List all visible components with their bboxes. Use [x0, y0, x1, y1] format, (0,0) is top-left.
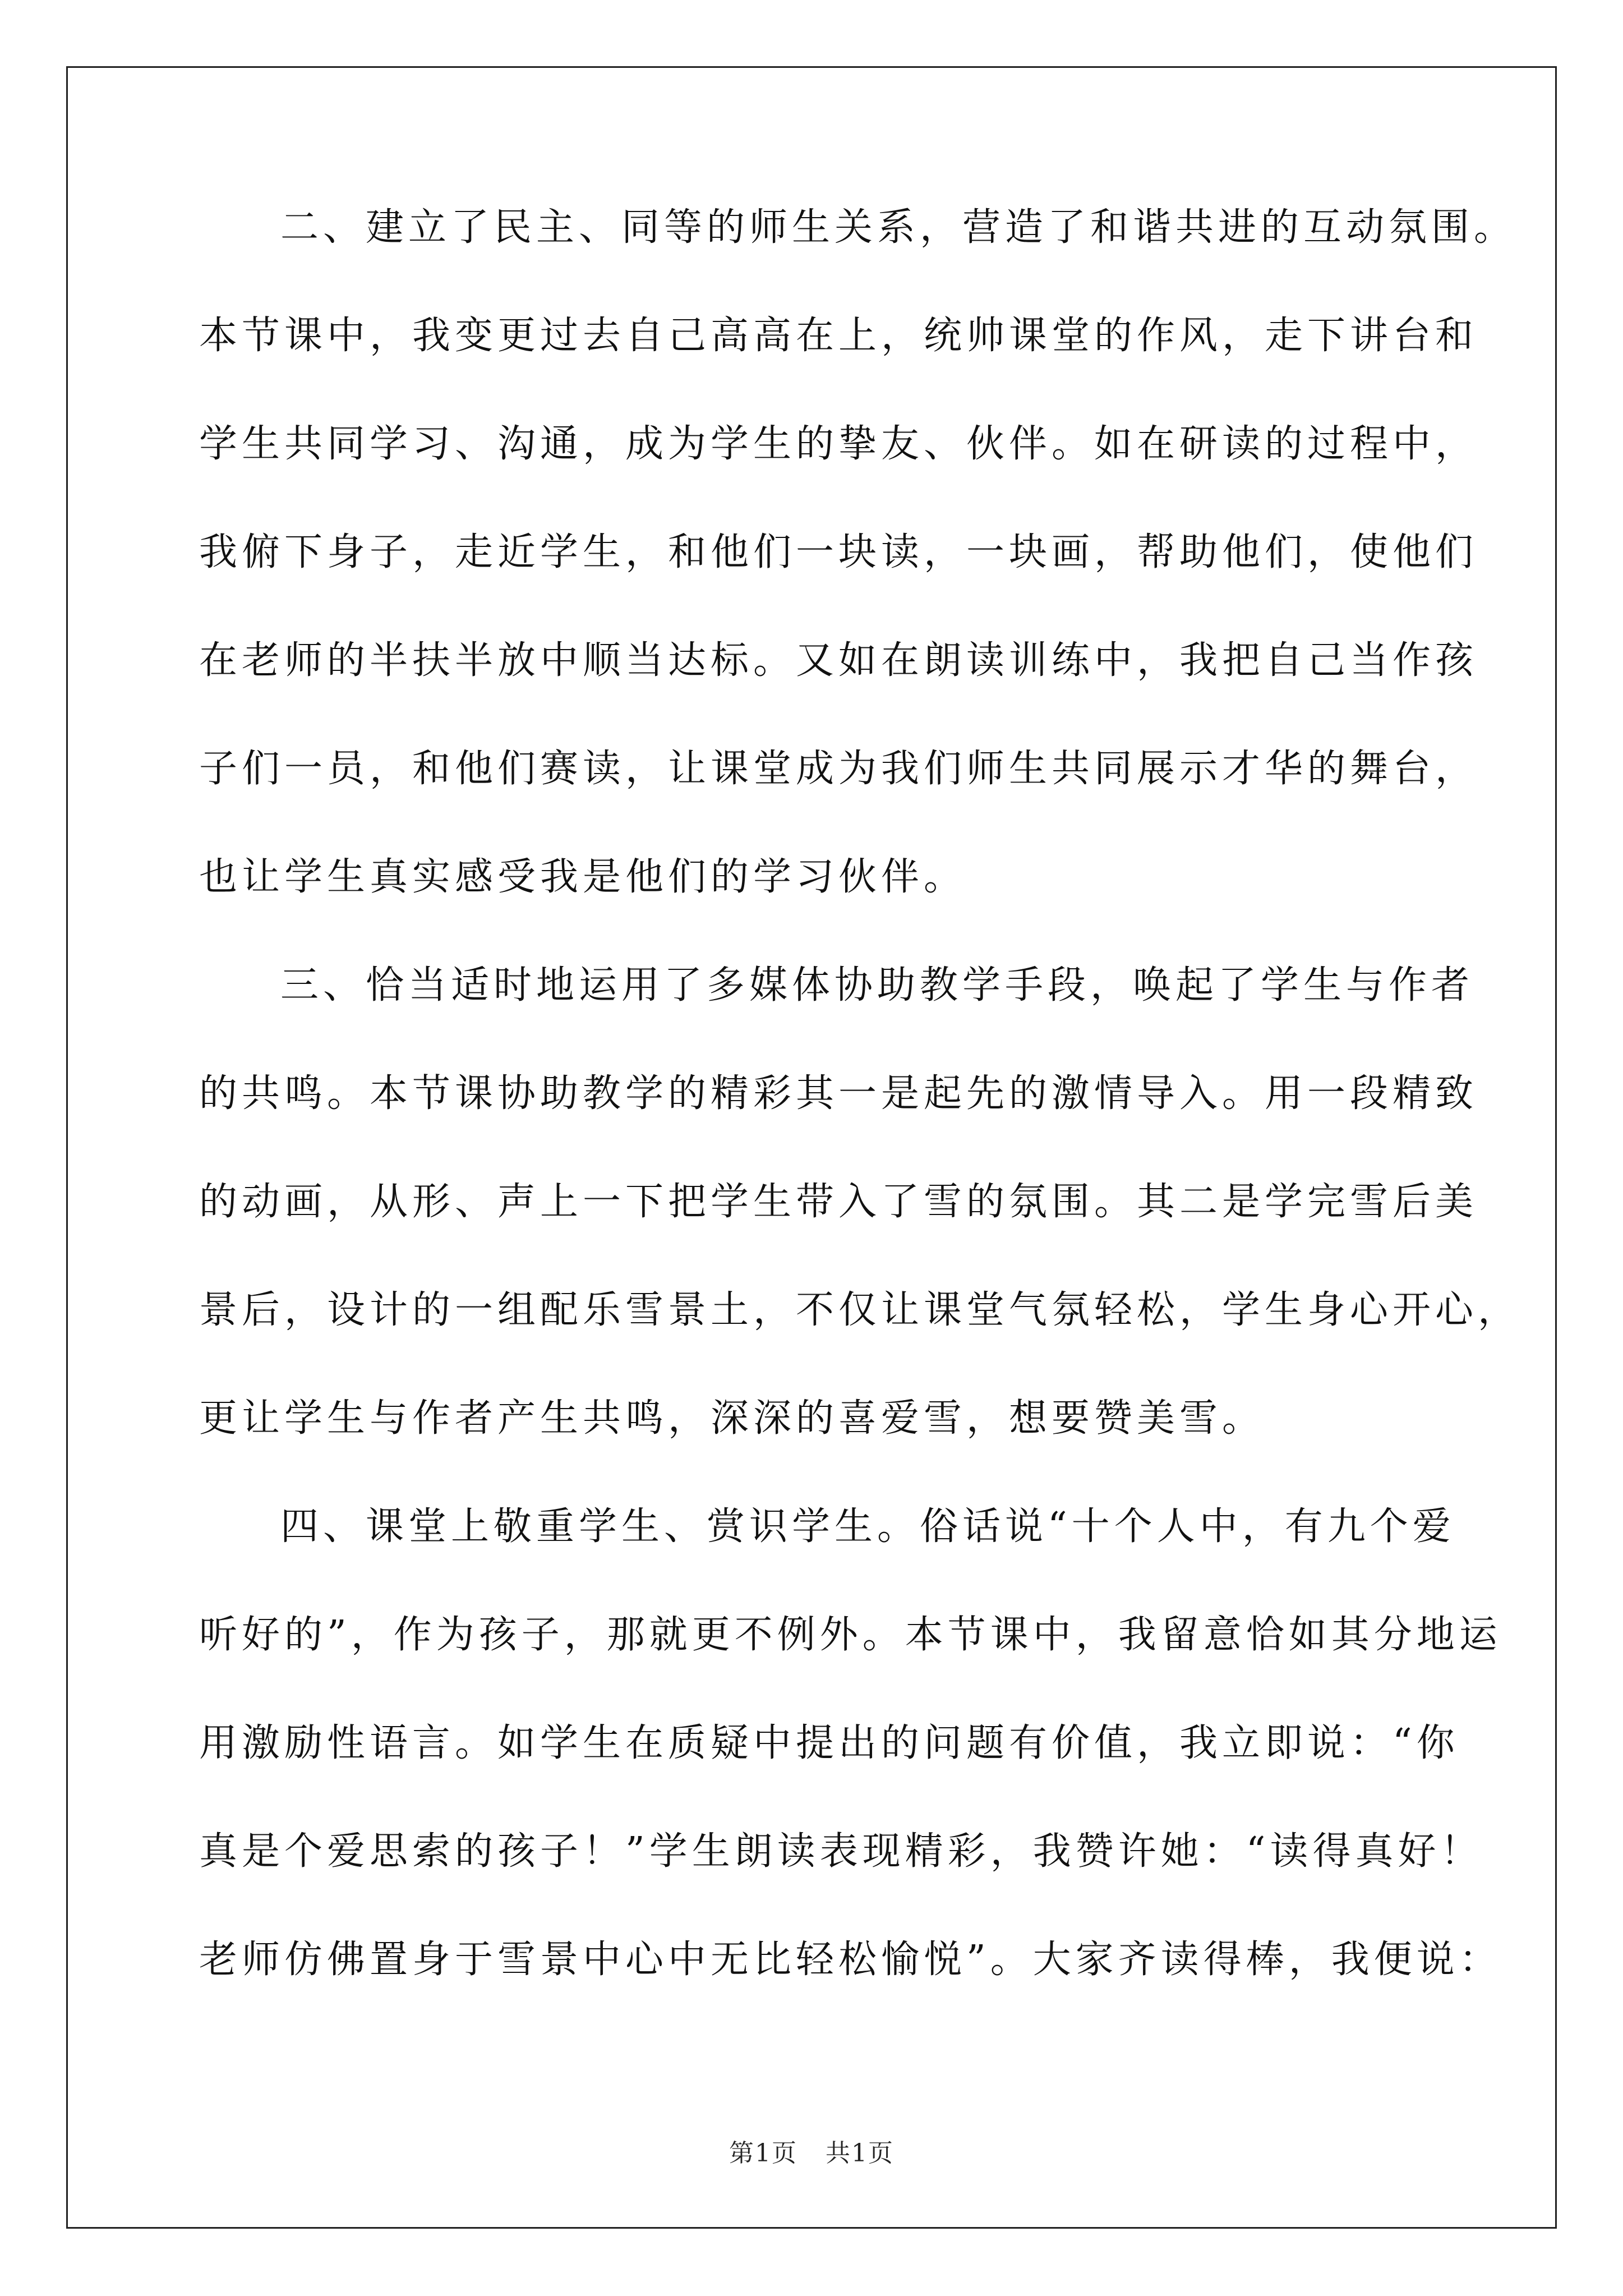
paragraph-line: 听好的”，作为孩子，那就更不例外。本节课中，我留意恰如其分地运	[199, 1613, 1502, 1657]
paragraph-3	[199, 1504, 1502, 2049]
page-total: 共1页	[826, 2139, 894, 2168]
paragraph-line: 的共鸣。本节课协助教学的精彩其一是起先的激情导入。用一段精致	[199, 1071, 1478, 1116]
paragraph-line: 三、恰当适时地运用了多媒体协助教学手段，唤起了学生与作者	[280, 963, 1474, 1007]
paragraph-line: 用激励性语言。如学生在质疑中提出的问题有价值，我立即说：“你	[199, 1721, 1459, 1765]
page-footer	[0, 2133, 1623, 2169]
document-body	[199, 205, 1521, 2049]
paragraph-line: 我俯下身子，走近学生，和他们一块读，一块画，帮助他们，使他们	[199, 530, 1478, 574]
paragraph-line: 更让学生与作者产生共鸣，深深的喜爱雪，想要赞美雪。	[199, 1396, 1265, 1441]
paragraph-line: 的动画，从形、声上一下把学生带入了雪的氛围。其二是学完雪后美	[199, 1180, 1478, 1224]
paragraph-line: 景后，设计的一组配乐雪景土，不仅让课堂气氛轻松，学生身心开心，	[199, 1288, 1521, 1332]
paragraph-line: 二、建立了民主、同等的师生关系，营造了和谐共进的互动氛围。	[280, 205, 1517, 250]
paragraph-1	[199, 205, 1517, 967]
paragraph-line: 子们一员，和他们赛读，让课堂成为我们师生共同展示才华的舞台，	[199, 747, 1478, 791]
paragraph-line: 真是个爱思索的孩子！”学生朗读表现精彩，我赞许她：“读得真好！	[199, 1829, 1483, 1874]
page-number: 第1页	[729, 2139, 797, 2168]
paragraph-line: 也让学生真实感受我是他们的学习伙伴。	[199, 855, 967, 899]
paragraph-2	[199, 963, 1521, 1508]
paragraph-line: 老师仿佛置身于雪景中心中无比轻松愉悦”。大家齐读得棒，我便说：	[199, 1938, 1502, 1982]
paragraph-line: 四、课堂上敬重学生、赏识学生。俗话说“十个人中，有九个爱	[280, 1504, 1455, 1549]
paragraph-line: 在老师的半扶半放中顺当达标。又如在朗读训练中，我把自己当作孩	[199, 638, 1478, 683]
paragraph-line: 学生共同学习、沟通，成为学生的挚友、伙伴。如在研读的过程中，	[199, 422, 1478, 466]
paragraph-line: 本节课中，我变更过去自己高高在上，统帅课堂的作风，走下讲台和	[199, 314, 1478, 358]
